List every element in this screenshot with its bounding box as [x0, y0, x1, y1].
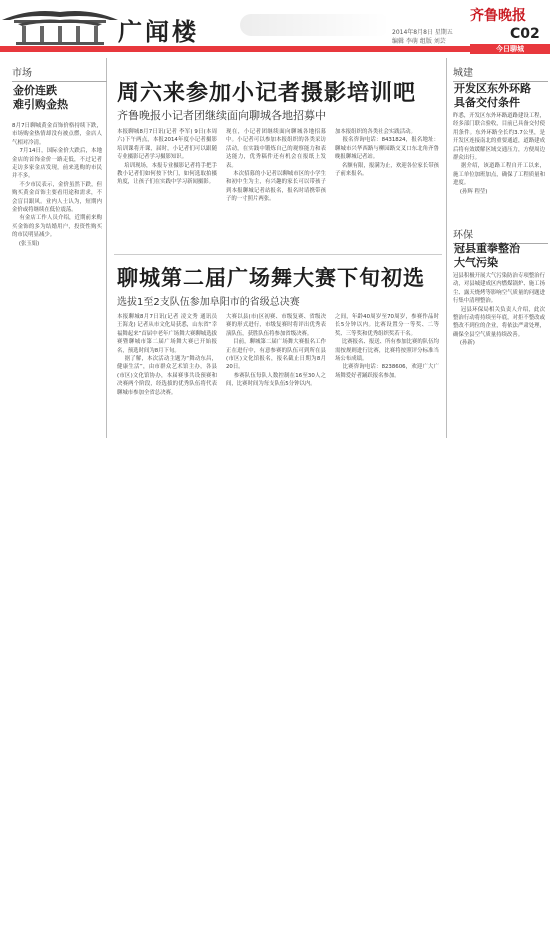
article-body-training-col3: 加本报组织的各类社会实践活动。 报名咨询电话：8431824，报名地址：聊城市兴华西路与柳园路交叉口东北角齐鲁晚报聊城记者站。 名额有限，报满为止，欢迎各位家长带孩子前来报名。: [335, 129, 439, 178]
editors-credit: 编辑 李萌 组版 刘芸: [392, 38, 446, 45]
column-title: 广闻楼: [118, 17, 199, 46]
subhead-photo-training: 齐鲁晚报小记者团继续面向聊城各地招募中: [117, 109, 326, 122]
article-body-training-col1: 本报聊城8月7日讯(记者 李军) 9日(本周六)下午两点，本报2014年度小记者摄影培训课将开课，届时，小记者们可以跟随专业摄影记者学习摄影知识。 培训现场，本报专业摄影记者将手把手教小记者们如何按下快门，如何选取拍摄角度，让孩子们在实践中学习新闻摄影。: [117, 129, 217, 186]
article-body-dance-col3: 之间，年龄40周岁至70周岁，参赛作品时长5分钟以内。比赛设置分一等奖、二等奖、三等奖和优秀组织奖若干名。 比赛报名、报送、所有参加比赛的队伍均需按规则进行比赛，比赛将按照评分标准当场公布成绩。 比赛咨询电话：8238606，欢迎广大广场舞爱好者踊跃报名参加。: [335, 314, 439, 379]
column-divider-right: [446, 58, 447, 438]
section-label-market: 市场: [12, 64, 107, 82]
pavilion-icon: [0, 6, 120, 46]
masthead: [0, 0, 550, 52]
issue-date: 2014年8月8日 星期五: [392, 29, 453, 36]
ink-wash-decoration: [240, 14, 390, 36]
page-number: C02: [510, 26, 540, 42]
header-red-bar: [0, 46, 550, 52]
newspaper-logo: 齐鲁晚报: [470, 8, 526, 24]
article-headline-gold: 金价连跌 难引购金热: [13, 84, 68, 111]
section-tag: 今日聊城: [470, 44, 550, 54]
headline-square-dance: 聊城第二届广场舞大赛下旬初选: [117, 265, 425, 290]
subhead-square-dance: 选拔1至2支队伍参加阜阳市的省级总决赛: [117, 297, 300, 308]
article-body-dance-col2: 大赛以县(市)区初赛、市级复赛、省级决赛的形式进行，市级复赛时将评出优秀表演队伍，获胜队伍将参加省级决赛。 目前，聊城第二届广场舞大赛报名工作正在进行中，有意参赛的队伍可到所在县(市区)文化馆报名，报名截止日期为8月20日。 参赛队伍每队人数控制在16至30人之间，比赛时间为每支队伍5分钟以内。: [226, 314, 326, 388]
section-label-environment: 环保: [453, 226, 548, 244]
column-divider-left: [106, 58, 107, 438]
article-body-dance-col1: 本报聊城8月7日讯(记者 凌文秀 通讯员 王海龙) 记者从市文化局获悉，山东省“幸福舞起来”首届中老年广场舞大赛聊城选拔赛暨聊城市第二届广场舞大赛已开始报名，预选时间为8月下旬。 据了解，本次活动主题为“舞动东昌，健康生活”，由市群众艺术馆主办，各县(市区)文化馆协办，本届赛事共设预赛和决赛两个阶段，经选拔的优秀队伍将代表聊城市参加全省总决赛。: [117, 314, 218, 396]
article-headline-ring-road: 开发区东外环路 具备交付条件: [454, 82, 531, 109]
article-separator: [114, 254, 442, 255]
article-body-ring-road: 昨悉，开发区东外环路道路建设工程，经多部门联合验收，目前已具备交付使用条件。东外环路全长约3.7公里，是开发区连接南北的重要通道，道路建成后将有效缓解区域交通压力，方便周边群众出行。 据介绍，该道路工程自开工以来，施工单位加班加点，确保了工程质量和进度。 (孙辉 程莹): [453, 113, 545, 195]
article-body-training-col2: 现在，小记者团继续面向聊城各地招募中。小记者可以参加本报组织的各类采访活动，在实践中锻炼自己的观察能力和表达能力，优秀稿件还有机会在报纸上发表。 本次招募的小记者以聊城市区的小学生和初中生为主，有兴趣的家长可以带孩子到本报聊城记者站报名，报名时请携带孩子的一寸照片两张。: [226, 129, 326, 203]
article-headline-air-pollution: 冠县重拳整治 大气污染: [454, 242, 520, 269]
article-body-gold: 8月7日聊城黄金首饰价格持续下跌，市场购金热情却没有被点燃，金店人气相对冷清。 7月14日，国际金价大跌后，本地金店的首饰金价一路走低，不过记者走访多家金店发现，前来选购的市民并不多。 不少市民表示，金价虽然下跌，但购买黄金首饰主要看用途和需求，不会盲目跟风。业内人士认为，短期内金价或将继续在低位震荡。 有金店工作人员介绍，近期前来购买金饰的多为结婚用户，投资性购买的市民明显减少。 (张玉娟): [12, 123, 102, 247]
headline-photo-training: 周六来参加小记者摄影培训吧: [117, 80, 417, 106]
article-body-air-pollution: 冠县积极开展大气污染防治专项整治行动，对县城建成区内燃煤锅炉、施工扬尘、露天烧烤等影响空气质量的问题进行集中清理整治。 冠县环保局相关负责人介绍，此次整治行动将持续至年底，对拒不整改或整改不到位的企业，将依法严肃处理，确保全县空气质量持续改善。 (孙新): [453, 273, 545, 347]
section-label-construction: 城建: [453, 64, 548, 82]
